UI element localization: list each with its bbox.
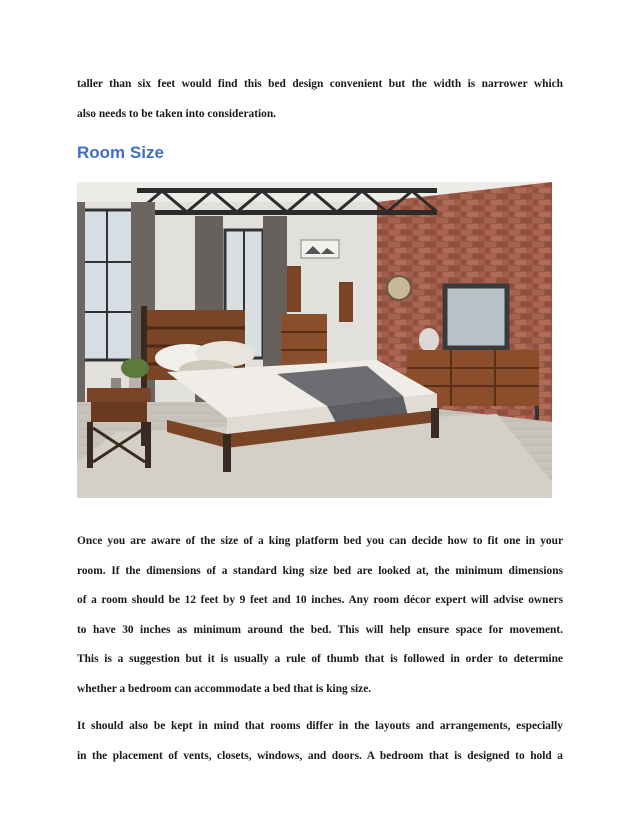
body-paragraph	[77, 527, 563, 705]
bedroom-photo	[77, 182, 552, 498]
text-line: also needs to be taken into consideration.	[77, 107, 277, 120]
text-line: to have 30 inches as minimum around the bed. This will help ensure space for movement.	[77, 623, 563, 636]
intro-paragraph	[77, 70, 563, 129]
text-line: whether a bedroom can accommodate a bed that is king size.	[77, 682, 372, 695]
text-line: This is a suggestion but it is usually a rule of thumb that is followed in order to determine	[77, 653, 563, 666]
text-line: Once you are aware of the size of a king platform bed you can decide how to fit one in your	[77, 535, 563, 547]
text-line: in the placement of vents, closets, windows, and doors. A bedroom that is designed to hold a	[77, 749, 563, 762]
text-line: room. If the dimensions of a standard king size bed are looked at, the minimum dimensions	[77, 564, 563, 577]
text-line: It should also be kept in mind that rooms differ in the layouts and arrangements, especially	[77, 720, 563, 732]
section-heading: Room Size	[77, 143, 164, 162]
text-line: of a room should be 12 feet by 9 feet and 10 inches. Any room décor expert will advise owners	[77, 594, 563, 607]
text-line: taller than six feet would find this bed design convenient but the width is narrower which	[77, 78, 563, 90]
closing-paragraph	[77, 712, 563, 771]
bedroom-illustration	[77, 182, 552, 498]
